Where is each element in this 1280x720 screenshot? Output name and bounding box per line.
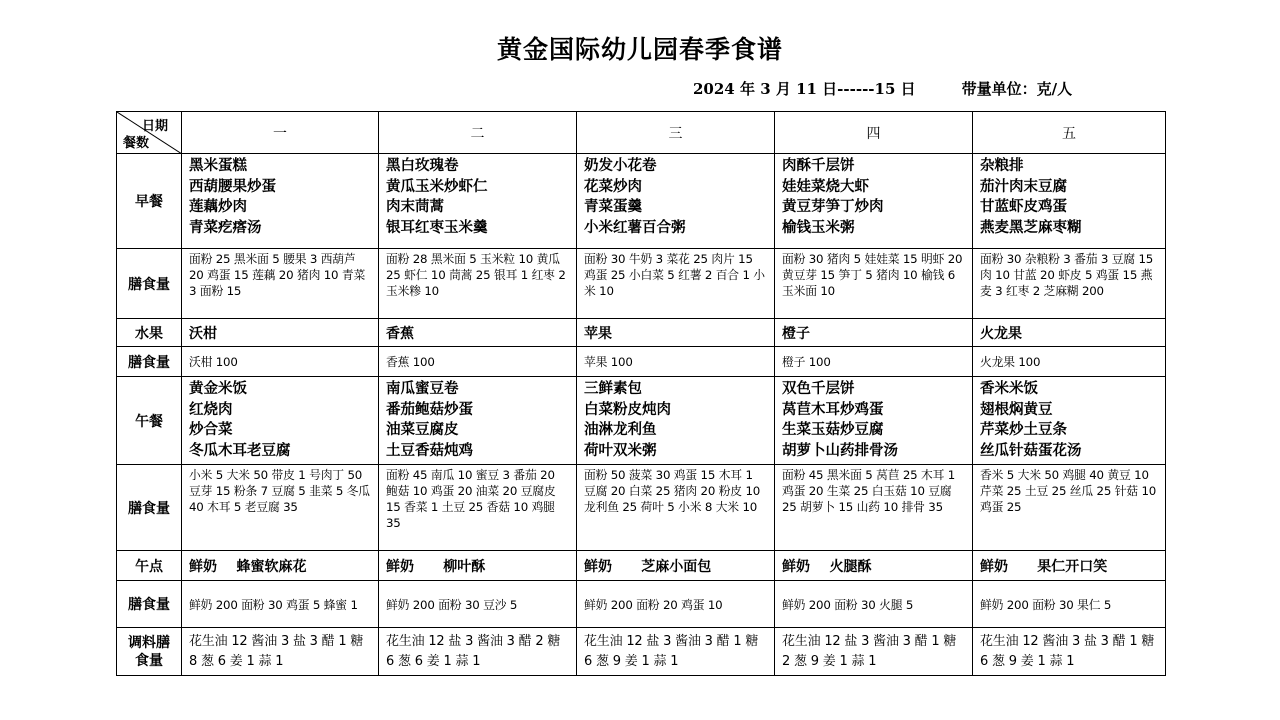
dish-item: 西葫腰果炒蛋 bbox=[189, 177, 276, 195]
dish-item: 荷叶双米粥 bbox=[584, 441, 657, 459]
dish-item: 番茄鲍菇炒蛋 bbox=[386, 400, 473, 418]
page-title: 黄金国际幼儿园春季食谱 bbox=[496, 35, 783, 64]
fruit-cell: 橙子 bbox=[775, 319, 973, 347]
qty-cell: 面粉 30 杂粮粉 3 番茄 3 豆腐 15 肉 10 甘蓝 20 虾皮 5 鸡蛋 15 燕麦 3 红枣 2 芝麻糊 200 bbox=[973, 249, 1166, 319]
dish-item: 油淋龙利鱼 bbox=[584, 421, 657, 438]
seasoning-cell: 花生油 12 盐 3 酱油 3 醋 1 糖 2 葱 9 姜 1 蒜 1 bbox=[775, 628, 973, 676]
lunch-cell bbox=[775, 377, 973, 465]
dish-item: 杂粮排 bbox=[980, 157, 1024, 174]
breakfast-qty-row bbox=[117, 249, 1166, 319]
menu-table bbox=[116, 111, 1166, 676]
dish-item: 茄汁肉末豆腐 bbox=[980, 177, 1067, 195]
row-label-seasoning-text: 调料膳食量 bbox=[128, 634, 170, 669]
row-label-lunch: 午餐 bbox=[117, 377, 182, 465]
qty-cell: 鲜奶 200 面粉 30 豆沙 5 bbox=[379, 581, 577, 628]
dish-item: 肉末茼蒿 bbox=[386, 198, 444, 215]
header-row bbox=[117, 112, 1166, 154]
qty-cell: 鲜奶 200 面粉 30 鸡蛋 5 蜂蜜 1 bbox=[182, 581, 379, 628]
day-header: 五 bbox=[973, 112, 1166, 154]
qty-cell: 鲜奶 200 面粉 20 鸡蛋 10 bbox=[577, 581, 775, 628]
dish-item: 小米红薯百合粥 bbox=[584, 218, 686, 236]
date-range: 2024 年 3 月 11 日------15 日 bbox=[693, 80, 916, 98]
snack-cell: 鲜奶 柳叶酥 bbox=[379, 551, 577, 581]
day-header: 二 bbox=[379, 112, 577, 154]
qty-cell: 鲜奶 200 面粉 30 果仁 5 bbox=[973, 581, 1166, 628]
fruit-row bbox=[117, 319, 1166, 347]
dish-item: 南瓜蜜豆卷 bbox=[386, 380, 459, 397]
lunch-cell bbox=[182, 377, 379, 465]
qty-cell: 面粉 45 南瓜 10 蜜豆 3 番茄 20 鲍菇 10 鸡蛋 20 油菜 20 豆腐皮 15 香菜 1 土豆 25 香菇 10 鸡腿 35 bbox=[379, 465, 577, 551]
seasoning-cell: 花生油 12 盐 3 酱油 3 醋 1 糖 6 葱 9 姜 1 蒜 1 bbox=[577, 628, 775, 676]
qty-cell: 苹果 100 bbox=[577, 347, 775, 377]
breakfast-cell bbox=[775, 154, 973, 249]
row-label-qty: 膳食量 bbox=[117, 581, 182, 628]
row-label-fruit: 水果 bbox=[117, 319, 182, 347]
qty-cell: 香蕉 100 bbox=[379, 347, 577, 377]
fruit-cell: 苹果 bbox=[577, 319, 775, 347]
lunch-cell bbox=[973, 377, 1166, 465]
lunch-cell bbox=[577, 377, 775, 465]
unit-label: 带量单位：克/人 bbox=[961, 80, 1073, 98]
dish-item: 生菜玉菇炒豆腐 bbox=[782, 421, 884, 438]
seasoning-cell: 花生油 12 盐 3 酱油 3 醋 2 糖 6 葱 6 姜 1 蒜 1 bbox=[379, 628, 577, 676]
qty-cell: 面粉 50 菠菜 30 鸡蛋 15 木耳 1 豆腐 20 白菜 25 猪肉 20 粉皮 10 龙利鱼 25 荷叶 5 小米 8 大米 10 bbox=[577, 465, 775, 551]
seasoning-row bbox=[117, 628, 1166, 676]
dish-item: 双色千层饼 bbox=[782, 380, 855, 397]
dish-item: 奶发小花卷 bbox=[584, 157, 657, 174]
lunch-row bbox=[117, 377, 1166, 465]
fruit-cell: 香蕉 bbox=[379, 319, 577, 347]
dish-item: 甘蓝虾皮鸡蛋 bbox=[980, 198, 1067, 215]
dish-item: 燕麦黑芝麻枣糊 bbox=[980, 218, 1082, 236]
row-label-qty: 膳食量 bbox=[117, 249, 182, 319]
qty-cell: 面粉 45 黑米面 5 莴苣 25 木耳 1 鸡蛋 20 生菜 25 白玉菇 10 豆腐 25 胡萝卜 15 山药 10 排骨 35 bbox=[775, 465, 973, 551]
dish-item: 丝瓜针菇蛋花汤 bbox=[980, 441, 1082, 459]
corner-cell bbox=[117, 112, 182, 154]
dish-item: 黄豆芽笋丁炒肉 bbox=[782, 198, 884, 215]
dish-item: 土豆香菇炖鸡 bbox=[386, 441, 473, 459]
dish-item: 炒合菜 bbox=[189, 421, 233, 438]
row-label-seasoning bbox=[117, 628, 182, 676]
dish-item: 榆钱玉米粥 bbox=[782, 218, 855, 236]
snack-cell: 鲜奶 蜂蜜软麻花 bbox=[182, 551, 379, 581]
snack-cell: 鲜奶 芝麻小面包 bbox=[577, 551, 775, 581]
qty-cell: 小米 5 大米 50 带皮 1 号肉丁 50 豆芽 15 粉条 7 豆腐 5 韭菜 5 冬瓜 40 木耳 5 老豆腐 35 bbox=[182, 465, 379, 551]
dish-item: 三鲜素包 bbox=[584, 380, 642, 397]
dish-item: 黑白玫瑰卷 bbox=[386, 157, 459, 174]
snack-qty-row bbox=[117, 581, 1166, 628]
corner-date-label: 日期 bbox=[141, 119, 168, 134]
dish-item: 黄瓜玉米炒虾仁 bbox=[386, 177, 488, 195]
row-label-qty: 膳食量 bbox=[117, 347, 182, 377]
dish-item: 娃娃菜烧大虾 bbox=[782, 177, 869, 195]
qty-cell: 火龙果 100 bbox=[973, 347, 1166, 377]
dish-item: 白菜粉皮炖肉 bbox=[584, 400, 671, 418]
qty-cell: 面粉 28 黑米面 5 玉米粒 10 黄瓜 25 虾仁 10 茼蒿 25 银耳 1 红枣 2 玉米糁 10 bbox=[379, 249, 577, 319]
day-header: 三 bbox=[577, 112, 775, 154]
fruit-cell: 火龙果 bbox=[973, 319, 1166, 347]
corner-meal-label: 餐数 bbox=[123, 136, 150, 151]
snack-row bbox=[117, 551, 1166, 581]
qty-cell: 香米 5 大米 50 鸡腿 40 黄豆 10 芹菜 25 土豆 25 丝瓜 25 针菇 10 鸡蛋 25 bbox=[973, 465, 1166, 551]
snack-cell: 鲜奶 果仁开口笑 bbox=[973, 551, 1166, 581]
qty-cell: 面粉 30 牛奶 3 菜花 25 肉片 15 鸡蛋 25 小白菜 5 红薯 2 百合 1 小米 10 bbox=[577, 249, 775, 319]
dish-item: 冬瓜木耳老豆腐 bbox=[189, 441, 291, 459]
qty-cell: 橙子 100 bbox=[775, 347, 973, 377]
breakfast-cell bbox=[577, 154, 775, 249]
dish-item: 红烧肉 bbox=[189, 400, 233, 418]
lunch-qty-row bbox=[117, 465, 1166, 551]
dish-item: 芹菜炒土豆条 bbox=[980, 421, 1067, 438]
dish-item: 油菜豆腐皮 bbox=[386, 421, 459, 438]
dish-item: 青菜疙瘩汤 bbox=[189, 218, 262, 236]
breakfast-cell bbox=[973, 154, 1166, 249]
qty-cell: 面粉 25 黑米面 5 腰果 3 西葫芦 20 鸡蛋 15 莲藕 20 猪肉 10 青菜 3 面粉 15 bbox=[182, 249, 379, 319]
qty-cell: 面粉 30 猪肉 5 娃娃菜 15 明虾 20 黄豆芽 15 笋丁 5 猪肉 10 榆钱 6 玉米面 10 bbox=[775, 249, 973, 319]
dish-item: 肉酥千层饼 bbox=[782, 157, 855, 174]
breakfast-row bbox=[117, 154, 1166, 249]
breakfast-cell bbox=[379, 154, 577, 249]
qty-cell: 鲜奶 200 面粉 30 火腿 5 bbox=[775, 581, 973, 628]
fruit-cell: 沃柑 bbox=[182, 319, 379, 347]
row-label-snack: 午点 bbox=[117, 551, 182, 581]
dish-item: 银耳红枣玉米羹 bbox=[386, 218, 488, 236]
subtitle bbox=[693, 78, 1072, 99]
seasoning-cell: 花生油 12 酱油 3 盐 3 醋 1 糖 6 葱 9 姜 1 蒜 1 bbox=[973, 628, 1166, 676]
dish-item: 黑米蛋糕 bbox=[189, 157, 247, 174]
dish-item: 莴苣木耳炒鸡蛋 bbox=[782, 400, 884, 418]
day-header: 四 bbox=[775, 112, 973, 154]
dish-item: 花菜炒肉 bbox=[584, 177, 642, 195]
lunch-cell bbox=[379, 377, 577, 465]
dish-item: 莲藕炒肉 bbox=[189, 198, 247, 215]
seasoning-cell: 花生油 12 酱油 3 盐 3 醋 1 糖 8 葱 6 姜 1 蒜 1 bbox=[182, 628, 379, 676]
fruit-qty-row bbox=[117, 347, 1166, 377]
dish-item: 胡萝卜山药排骨汤 bbox=[782, 441, 898, 459]
dish-item: 黄金米饭 bbox=[189, 380, 247, 397]
breakfast-cell bbox=[182, 154, 379, 249]
dish-item: 青菜蛋羹 bbox=[584, 198, 642, 215]
row-label-breakfast: 早餐 bbox=[117, 154, 182, 249]
qty-cell: 沃柑 100 bbox=[182, 347, 379, 377]
snack-cell: 鲜奶 火腿酥 bbox=[775, 551, 973, 581]
dish-item: 香米米饭 bbox=[980, 380, 1038, 397]
row-label-qty: 膳食量 bbox=[117, 465, 182, 551]
day-header: 一 bbox=[182, 112, 379, 154]
dish-item: 翅根焖黄豆 bbox=[980, 400, 1053, 418]
